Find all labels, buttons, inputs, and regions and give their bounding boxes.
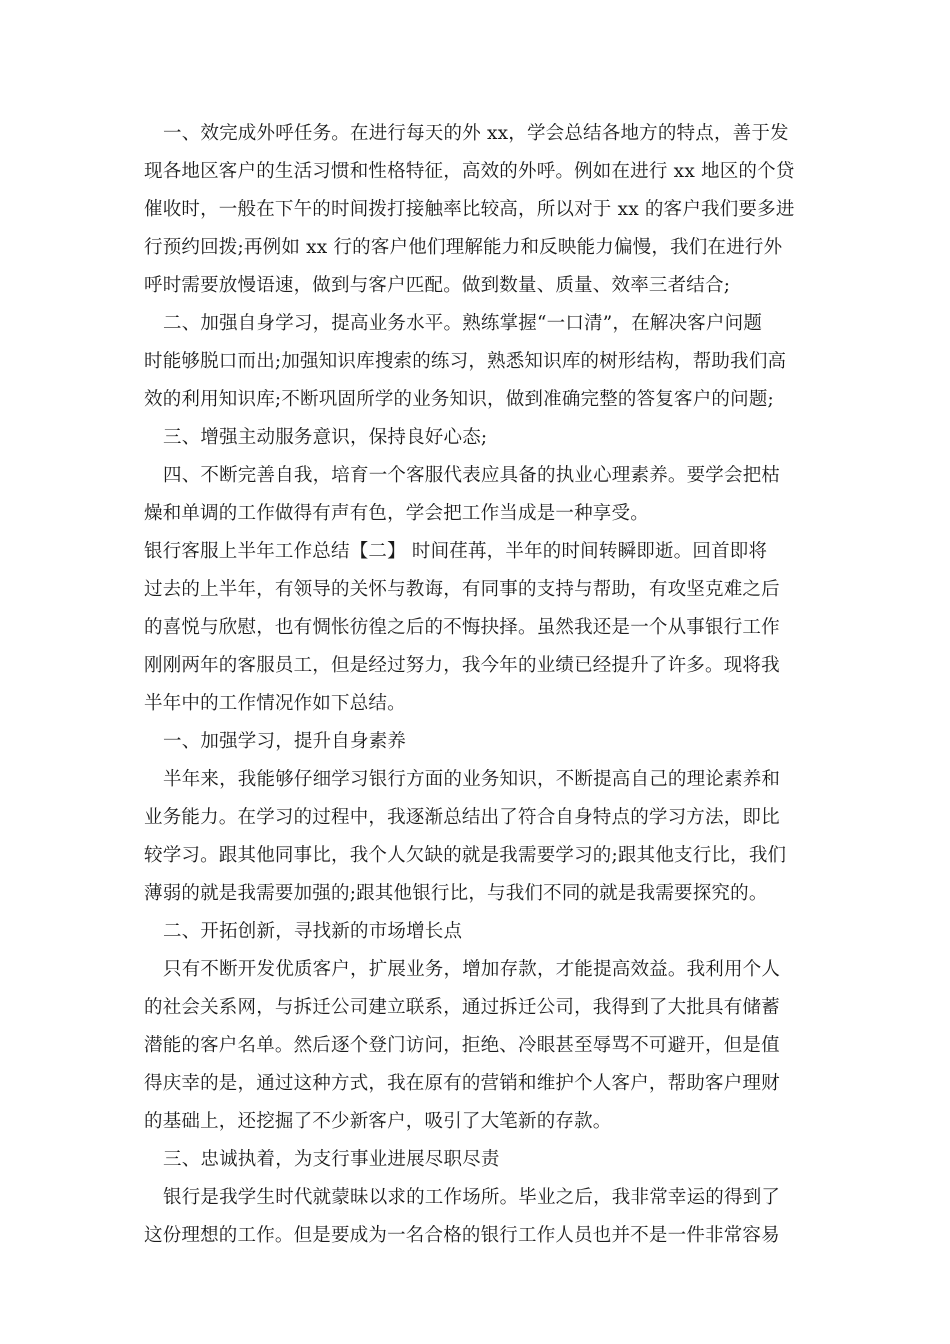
text-line: 刚刚两年的客服员工，但是经过努力，我今年的业绩已经提升了许多。现将我 <box>144 655 780 676</box>
text-line: 这份理想的工作。但是要成为一名合格的银行工作人员也并不是一件非常容易 <box>144 1225 780 1246</box>
text-line: 潜能的客户名单。然后逐个登门访问，拒绝、冷眼甚至辱骂不可避开，但是值 <box>144 1035 780 1056</box>
text-line: 三、增强主动服务意识，保持良好心态; <box>163 427 488 448</box>
text-line: 业务能力。在学习的过程中，我逐渐总结出了符合自身特点的学习方法，即比 <box>144 807 780 828</box>
text-line: 过去的上半年，有领导的关怀与教诲，有同事的支持与帮助，有攻坚克难之后 <box>144 579 780 600</box>
text-line: 一、效完成外呼任务。在进行每天的外 xx，学会总结各地方的特点，善于发 <box>163 123 789 144</box>
text-line: 二、加强自身学习，提高业务水平。熟练掌握“一口清”，在解决客户问题 <box>163 313 763 334</box>
text-line: 得庆幸的是，通过这种方式，我在原有的营销和维护个人客户，帮助客户理财 <box>144 1073 780 1094</box>
text-line: 只有不断开发优质客户，扩展业务，增加存款，才能提高效益。我利用个人 <box>163 959 781 980</box>
text-line: 四、不断完善自我，培育一个客服代表应具备的执业心理素养。要学会把枯 <box>163 465 781 486</box>
text-line: 薄弱的就是我需要加强的;跟其他银行比，与我们不同的就是我需要探究的。 <box>144 883 768 904</box>
text-line: 现各地区客户的生活习惯和性格特征，高效的外呼。例如在进行 xx 地区的个贷 <box>144 161 795 182</box>
text-line: 行预约回拨;再例如 xx 行的客户他们理解能力和反映能力偏慢，我们在进行外 <box>144 237 783 258</box>
section-heading-line: 银行客服上半年工作总结【二】 时间荏苒，半年的时间转瞬即逝。回首即将 <box>144 541 768 562</box>
text-line: 银行是我学生时代就蒙昧以求的工作场所。毕业之后，我非常幸运的得到了 <box>163 1187 781 1208</box>
text-line: 燥和单调的工作做得有声有色，学会把工作当成是一种享受。 <box>144 503 649 524</box>
text-line: 半年来，我能够仔细学习银行方面的业务知识，不断提高自己的理论素养和 <box>163 769 781 790</box>
text-line: 的基础上，还挖掘了不少新客户，吸引了大笔新的存款。 <box>144 1111 612 1132</box>
text-line: 效的利用知识库;不断巩固所学的业务知识，做到准确完整的答复客户的问题; <box>144 389 774 410</box>
text-line: 的社会关系网，与拆迁公司建立联系，通过拆迁公司，我得到了大批具有储蓄 <box>144 997 780 1018</box>
text-line: 呼时需要放慢语速，做到与客户匹配。做到数量、质量、效率三者结合; <box>144 275 731 296</box>
text-line: 的喜悦与欣慰，也有惆怅彷徨之后的不悔抉择。虽然我还是一个从事银行工作 <box>144 617 780 638</box>
subheading-line: 一、加强学习，提升自身素养 <box>163 731 407 752</box>
text-line: 半年中的工作情况作如下总结。 <box>144 693 406 714</box>
text-line: 催收时，一般在下午的时间拨打接触率比较高，所以对于 xx 的客户我们要多进 <box>144 199 795 220</box>
subheading-line: 二、开拓创新，寻找新的市场增长点 <box>163 921 463 942</box>
subheading-line: 三、忠诚执着，为支行事业进展尽职尽责 <box>163 1149 500 1170</box>
text-line: 时能够脱口而出;加强知识库搜索的练习，熟悉知识库的树形结构，帮助我们高 <box>144 351 787 372</box>
text-line: 较学习。跟其他同事比，我个人欠缺的就是我需要学习的;跟其他支行比，我们 <box>144 845 787 866</box>
